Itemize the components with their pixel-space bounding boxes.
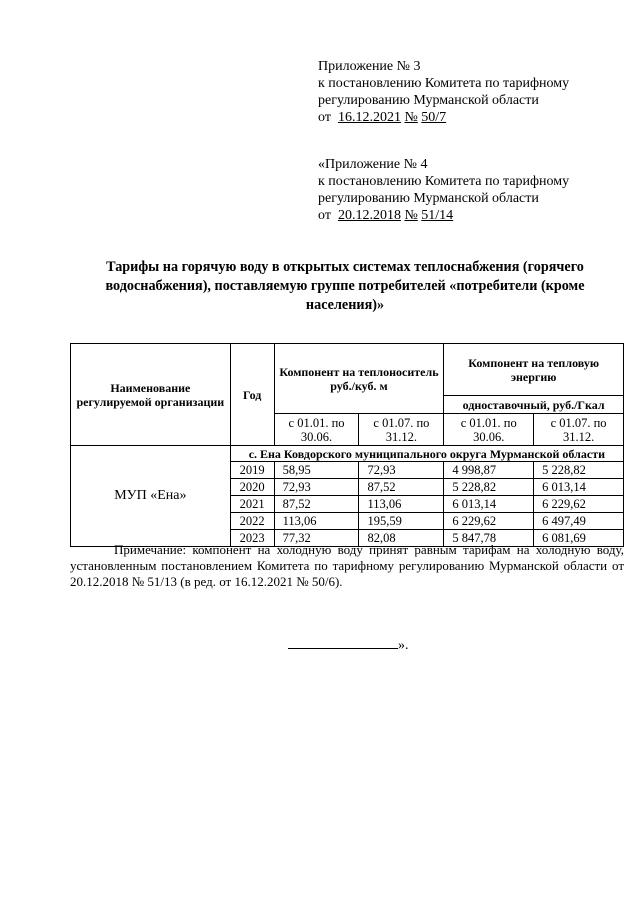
carrier-h2-cell: 195,59: [359, 513, 444, 530]
footnote: Примечание: компонент на холодную воду принят равным тарифам на холодную воду, установленным постановлением Комитета по тарифному регулированию Мурманской области от 20.12.2018 № 51/13 (в ред. от 16.12.2021 № 50/6).: [70, 542, 624, 589]
energy-h2-cell: 6 081,69: [534, 530, 624, 547]
carrier-h2-cell: 82,08: [359, 530, 444, 547]
carrier-h1-cell: 87,52: [274, 496, 359, 513]
from-prefix: от: [318, 110, 331, 125]
carrier-h2-cell: 113,06: [359, 496, 444, 513]
year-cell: 2020: [230, 479, 274, 496]
annex-original-header: [318, 156, 628, 224]
organization-name: МУП «Ена»: [71, 446, 231, 547]
carrier-h1-cell: 113,06: [274, 513, 359, 530]
document-title: Тарифы на горячую воду в открытых системах теплоснабжения (горячего водоснабжения), поставляемую группе потребителей «потребители (кроме населения)»: [105, 259, 585, 313]
number-prefix: №: [404, 208, 418, 223]
energy-h1-cell: 6 229,62: [444, 513, 534, 530]
annex-date-line: [318, 207, 628, 224]
year-cell: 2022: [230, 513, 274, 530]
carrier-h2-cell: 72,93: [359, 462, 444, 479]
header-period: с 01.01. по 30.06.: [444, 414, 534, 446]
header-period: с 01.01. по 30.06.: [274, 414, 359, 446]
number-prefix: №: [404, 110, 418, 125]
carrier-h2-cell: 87,52: [359, 479, 444, 496]
energy-h1-cell: 6 013,14: [444, 496, 534, 513]
header-energy-rate: одноставочный, руб./Гкал: [444, 396, 624, 414]
header-org: Наименование регулируемой организации: [71, 344, 231, 446]
annex-date-line: [318, 109, 628, 126]
carrier-h1-cell: 77,32: [274, 530, 359, 547]
header-year: Год: [230, 344, 274, 446]
energy-h1-cell: 5 228,82: [444, 479, 534, 496]
energy-h2-cell: 6 497,49: [534, 513, 624, 530]
energy-h2-cell: 6 013,14: [534, 479, 624, 496]
decree-number: 51/14: [421, 208, 454, 223]
annex-line: регулированию Мурманской области: [318, 191, 539, 206]
annex-line: регулированию Мурманской области: [318, 93, 539, 108]
annex-title: Приложение № 3: [318, 59, 421, 74]
annex-current-header: [318, 58, 628, 126]
annex-title: «Приложение № 4: [318, 157, 428, 172]
header-carrier: Компонент на теплоноситель руб./куб. м: [274, 344, 444, 414]
header-energy: Компонент на тепловую энергию: [444, 344, 624, 396]
annex-line: к постановлению Комитета по тарифному: [318, 174, 570, 189]
municipality-row: с. Ена Ковдорского муниципального округа Мурманской области: [230, 446, 623, 462]
tariff-table: [70, 343, 624, 547]
carrier-h1-cell: 58,95: [274, 462, 359, 479]
decree-date: 20.12.2018: [337, 208, 401, 223]
year-cell: 2023: [230, 530, 274, 547]
year-cell: 2019: [230, 462, 274, 479]
decree-date: 16.12.2021: [337, 110, 401, 125]
from-prefix: от: [318, 208, 331, 223]
closing-mark: [288, 636, 409, 654]
energy-h1-cell: 4 998,87: [444, 462, 534, 479]
carrier-h1-cell: 72,93: [274, 479, 359, 496]
closing-quote: ».: [398, 638, 409, 653]
annex-line: к постановлению Комитета по тарифному: [318, 76, 570, 91]
header-period: с 01.07. по 31.12.: [359, 414, 444, 446]
energy-h2-cell: 6 229,62: [534, 496, 624, 513]
energy-h1-cell: 5 847,78: [444, 530, 534, 547]
signature-line: [288, 636, 398, 649]
energy-h2-cell: 5 228,82: [534, 462, 624, 479]
header-period: с 01.07. по 31.12.: [534, 414, 624, 446]
year-cell: 2021: [230, 496, 274, 513]
decree-number: 50/7: [421, 110, 447, 125]
